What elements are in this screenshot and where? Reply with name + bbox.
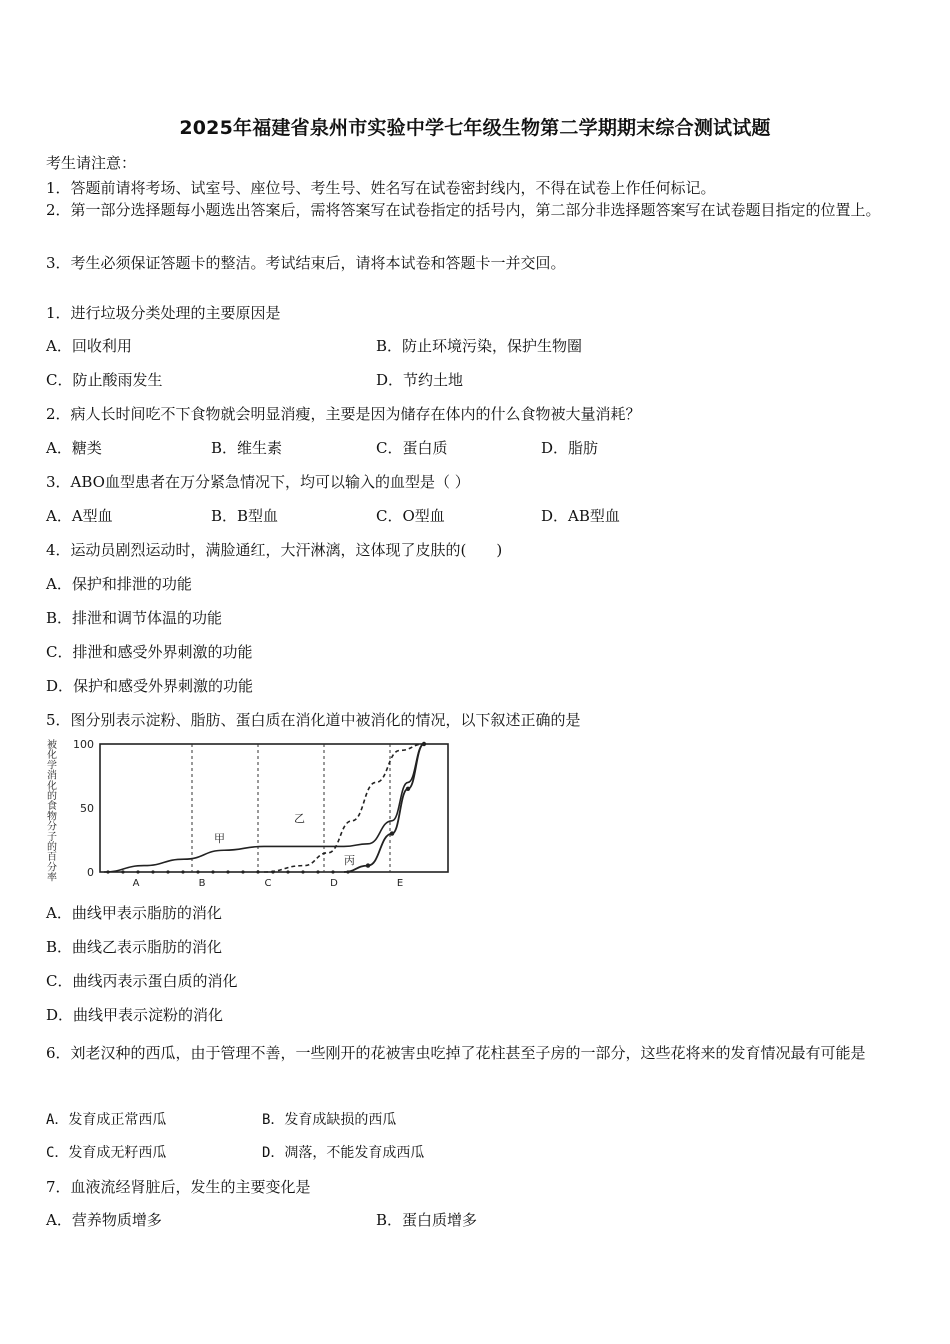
q5-option-d: D．曲线甲表示淀粉的消化 [46, 1006, 224, 1024]
q6-option-b: B．发育成缺损的西瓜 [262, 1112, 397, 1128]
ylabel-char: 的 [47, 791, 57, 802]
q5-option-a: A．曲线甲表示脂肪的消化 [46, 904, 222, 922]
q4-option-a: A．保护和排泄的功能 [46, 575, 192, 593]
q1-option-a: A．回收利用 [46, 337, 132, 355]
series-point-丙 [390, 831, 394, 835]
series-point-丙 [406, 787, 410, 791]
q3-option-a: A．A型血 [46, 507, 113, 525]
ylabel-char: 的 [47, 842, 57, 853]
q6-option-a: A．发育成正常西瓜 [46, 1112, 167, 1128]
chart-y-ticks [73, 738, 94, 879]
baseline-dot [121, 870, 124, 873]
y-tick-100: 100 [73, 738, 94, 751]
series-point-丙 [422, 742, 426, 746]
baseline-dot [301, 870, 304, 873]
q2-option-d: D．脂肪 [541, 439, 599, 457]
ylabel-char: 分 [47, 821, 57, 833]
ylabel-char: 食 [47, 801, 57, 813]
ylabel-char: 率 [47, 872, 57, 884]
baseline-dot [136, 870, 139, 873]
notice-heading: 考生请注意： [46, 154, 137, 172]
question-1-stem: 1．进行垃圾分类处理的主要原因是 [46, 304, 281, 322]
notice-item-1: 1．答题前请将考场、试室号、座位号、考生号、姓名写在试卷密封线内，不得在试卷上作任何标记。 [46, 179, 716, 197]
q3-option-d: D．AB型血 [541, 507, 620, 525]
chart-frame [100, 744, 448, 872]
chart-series [104, 742, 426, 872]
q7-option-b: B．蛋白质增多 [376, 1211, 478, 1229]
q3-option-b: B．B型血 [211, 507, 279, 525]
y-tick-50: 50 [80, 802, 94, 815]
series-line-丙 [344, 744, 424, 872]
question-4-stem: 4．运动员剧烈运动时，满脸通红，大汗淋漓，这体现了皮肤的( ) [46, 541, 503, 559]
baseline-dot [151, 870, 154, 873]
baseline-dot [256, 870, 259, 873]
baseline-dot [211, 870, 214, 873]
q1-option-b: B．防止环境污染，保护生物圈 [376, 337, 583, 355]
notice-item-2: 2．第一部分选择题每小题选出答案后，需将答案写在试卷指定的括号内，第二部分非选择题答案写在试卷题目指定的位置上。 [46, 201, 881, 219]
page-title: 2025年福建省泉州市实验中学七年级生物第二学期期末综合测试试题 [179, 117, 771, 139]
baseline-dot [331, 870, 334, 873]
notice-item-3: 3．考生必须保证答题卡的整洁。考试结束后，请将本试卷和答题卡一并交回。 [46, 254, 566, 272]
series-line-甲 [104, 744, 424, 872]
q7-option-a: A．营养物质增多 [46, 1211, 162, 1229]
question-2-stem: 2．病人长时间吃不下食物就会明显消瘦，主要是因为储存在体内的什么食物被大量消耗？ [46, 405, 641, 423]
series-label-甲: 甲 [214, 832, 225, 845]
ylabel-char: 分 [47, 862, 57, 874]
q4-option-b: B．排泄和调节体温的功能 [46, 609, 223, 627]
q4-option-d: D．保护和感受外界刺激的功能 [46, 677, 254, 695]
baseline-dot [166, 870, 169, 873]
series-label-丙: 丙 [344, 854, 355, 867]
x-tick-A: A [132, 878, 140, 888]
q2-option-b: B．维生素 [211, 439, 283, 457]
q2-option-c: C．蛋白质 [376, 439, 448, 457]
question-3-stem: 3．ABO血型患者在万分紧急情况下，均可以输入的血型是（ ） [46, 473, 470, 491]
x-tick-D: D [330, 878, 338, 888]
q3-option-c: C．O型血 [376, 507, 445, 525]
q2-option-a: A．糖类 [46, 439, 102, 457]
series-point-丙 [366, 863, 370, 867]
ylabel-char: 百 [47, 852, 57, 864]
question-7-stem: 7．血液流经肾脏后，发生的主要变化是 [46, 1178, 311, 1196]
ylabel-char: 化 [47, 750, 57, 762]
y-tick-0: 0 [87, 866, 94, 879]
ylabel-char: 物 [47, 811, 57, 823]
q4-option-c: C．排泄和感受外界刺激的功能 [46, 643, 253, 661]
chart-segment-dividers [192, 744, 390, 872]
q6-option-c: C．发育成无籽西瓜 [46, 1145, 167, 1161]
q1-option-d: D．节约土地 [376, 371, 464, 389]
digestion-chart [44, 736, 454, 888]
question-6-stem: 6．刘老汉种的西瓜，由于管理不善，一些刚开的花被害虫吃掉了花柱甚至子房的一部分，这些花将来的发育情况最有可能是 [46, 1044, 866, 1062]
baseline-dot [286, 870, 289, 873]
baseline-dot [226, 870, 229, 873]
q5-option-c: C．曲线丙表示蛋白质的消化 [46, 972, 238, 990]
series-label-乙: 乙 [294, 812, 305, 825]
q5-option-b: B．曲线乙表示脂肪的消化 [46, 938, 223, 956]
question-5-stem: 5．图分别表示淀粉、脂肪、蛋白质在消化道中被消化的情况，以下叙述正确的是 [46, 711, 581, 729]
ylabel-char: 被 [47, 740, 57, 751]
x-tick-B: B [198, 878, 206, 888]
chart-ylabel [47, 738, 57, 884]
chart-x-ticks [106, 870, 403, 888]
q1-option-c: C．防止酸雨发生 [46, 371, 163, 389]
ylabel-char: 子 [47, 831, 57, 843]
q6-option-d: D．凋落，不能发育成西瓜 [262, 1145, 425, 1161]
baseline-dot [241, 870, 244, 873]
ylabel-char: 消 [47, 770, 57, 782]
baseline-dot [181, 870, 184, 873]
baseline-dot [196, 870, 199, 873]
x-tick-C: C [264, 878, 272, 888]
ylabel-char: 化 [47, 780, 57, 792]
baseline-dot [316, 870, 319, 873]
x-tick-E: E [396, 878, 404, 888]
ylabel-char: 学 [47, 760, 57, 772]
